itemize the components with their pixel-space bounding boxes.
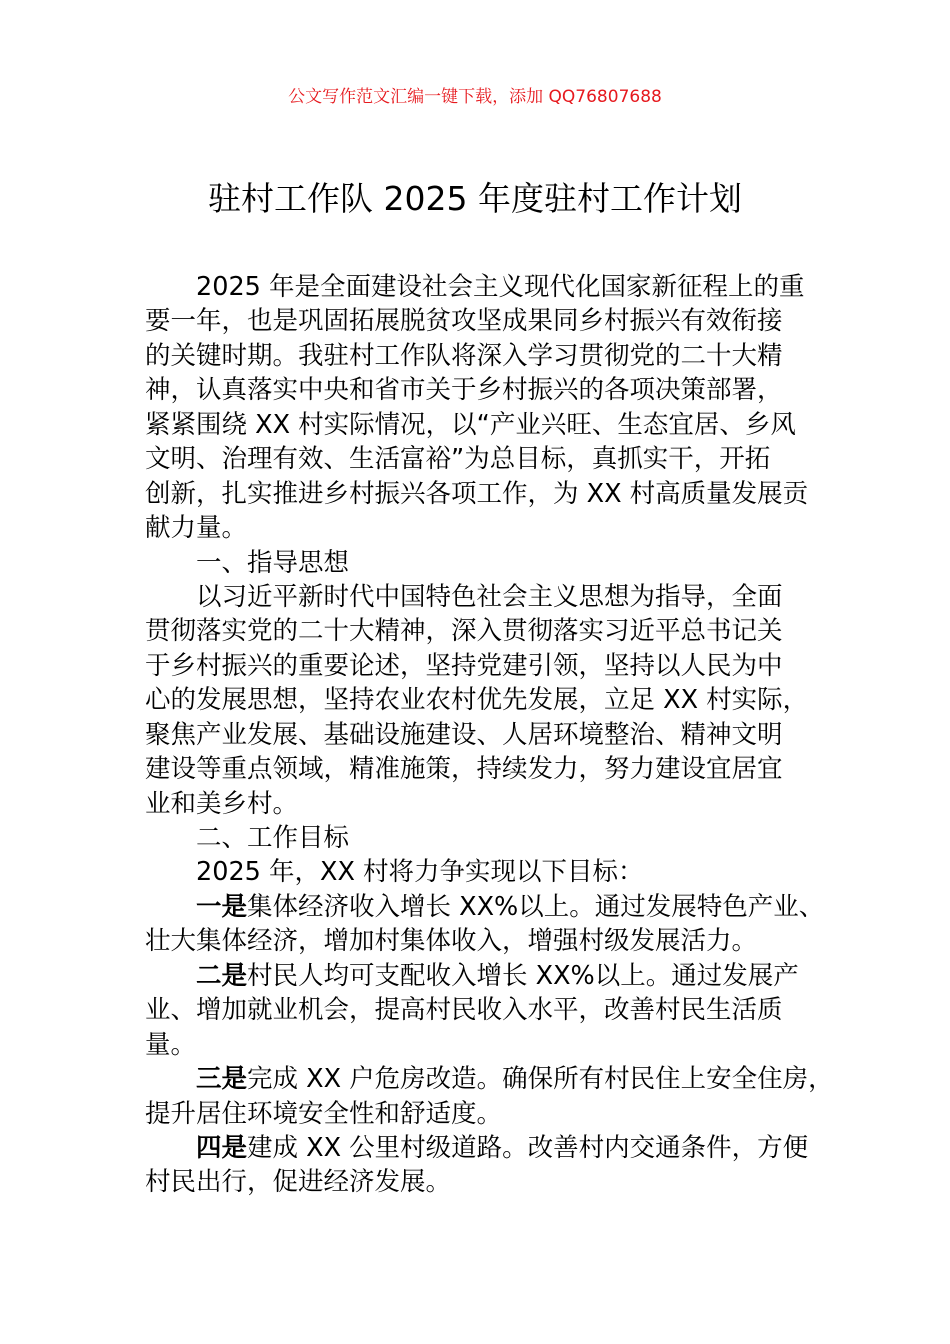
intro-line: 神，认真落实中央和省市关于乡村振兴的各项决策部署， — [145, 375, 783, 406]
intro-line: 创新，扎实推进乡村振兴各项工作，为 XX 村高质量发展贡 — [145, 478, 809, 509]
goal-line: 业、增加就业机会，提高村民收入水平，改善村民生活质 — [145, 995, 783, 1026]
goal-label: 三是 — [196, 1064, 248, 1095]
section-heading-guiding-ideology: 一、指导思想 — [196, 547, 350, 578]
intro-line: 要一年，也是巩固拓展脱贫攻坚成果同乡村振兴有效衔接 — [145, 306, 783, 337]
goal-line: 壮大集体经济，增加村集体收入，增强村级发展活力。 — [145, 926, 758, 957]
goal-label: 一是 — [196, 891, 248, 922]
goal-line: 量。 — [145, 1029, 197, 1060]
goal-line: 提升居住环境安全性和舒适度。 — [145, 1098, 503, 1129]
section1-line: 心的发展思想，坚持农业农村优先发展，立足 XX 村实际， — [145, 685, 809, 716]
section1-line: 聚焦产业发展、基础设施建设、人居环境整治、精神文明 — [145, 719, 783, 750]
intro-line: 献力量。 — [145, 513, 248, 544]
goal-item — [145, 890, 825, 924]
goal-item — [145, 1131, 825, 1165]
document-title: 驻村工作队 2025 年度驻村工作计划 — [208, 179, 742, 218]
goals-lead: 2025 年，XX 村将力争实现以下目标： — [196, 857, 644, 888]
section1-line: 业和美乡村。 — [145, 788, 299, 819]
section1-line: 贯彻落实党的二十大精神，深入贯彻落实习近平总书记关 — [145, 616, 783, 647]
section1-line: 于乡村振兴的重要论述，坚持党建引领，坚持以人民为中 — [145, 650, 783, 681]
goal-item — [145, 1062, 834, 1096]
intro-line: 2025 年是全面建设社会主义现代化国家新征程上的重 — [196, 272, 805, 302]
document-body — [145, 270, 834, 1200]
goal-label: 二是 — [196, 960, 248, 991]
download-banner: 公文写作范文汇编一键下载，添加 QQ76807688 — [288, 87, 662, 107]
goal-text: 建成 XX 公里村级道路。改善村内交通条件，方便 — [247, 1132, 809, 1163]
intro-line: 文明、治理有效、生活富裕”为总目标，真抓实干，开拓 — [145, 444, 771, 475]
goal-item — [145, 959, 825, 993]
section1-line: 建设等重点领域，精准施策，持续发力，努力建设宜居宜 — [145, 754, 783, 785]
goal-text: 完成 XX 户危房改造。确保所有村民住上安全住房， — [247, 1064, 834, 1095]
intro-line: 的关键时期。我驻村工作队将深入学习贯彻党的二十大精 — [145, 340, 783, 371]
goal-text: 村民人均可支配收入增长 XX%以上。通过发展产 — [247, 960, 799, 991]
section1-line: 以习近平新时代中国特色社会主义思想为指导，全面 — [196, 581, 783, 612]
intro-line: 紧紧围绕 XX 村实际情况，以“产业兴旺、生态宜居、乡风 — [145, 409, 796, 440]
goal-label: 四是 — [196, 1132, 248, 1163]
section-heading-work-goals: 二、工作目标 — [196, 823, 350, 853]
goal-line: 村民出行，促进经济发展。 — [145, 1167, 452, 1198]
goal-text: 集体经济收入增长 XX%以上。通过发展特色产业、 — [247, 891, 825, 922]
